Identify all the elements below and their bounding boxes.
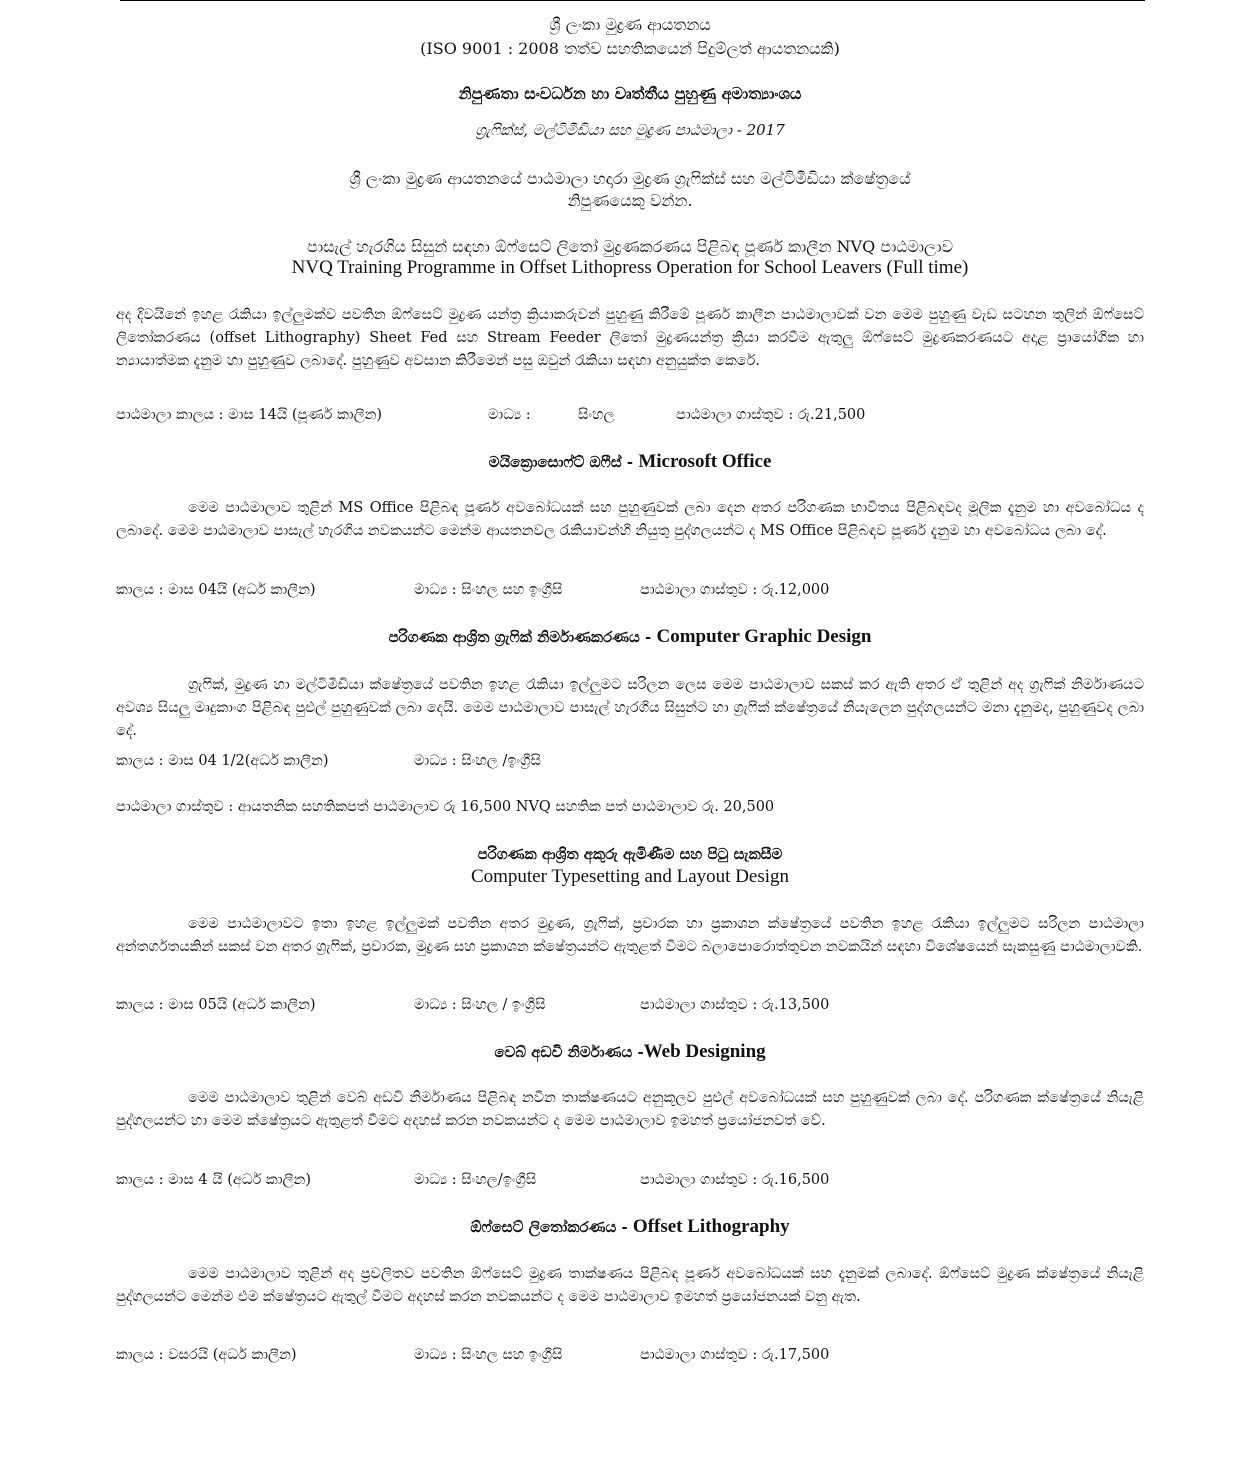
program-year: ග්‍රැෆික්ස්, මල්ටිමීඩියා සහ මුද්‍රණ පාඨමාලා - 2017 (475, 121, 785, 139)
typesetting-title-en: Computer Typesetting and Layout Design (470, 866, 790, 887)
offset-litho-title-si: ඕෆ්සෙට් ලිතෝකරණය - (470, 1218, 628, 1236)
top-rule (120, 0, 1145, 1)
web-design-fee: පාඨමාලා ගාස්තුව : රු.16,500 (640, 1172, 830, 1188)
institute-name: ශ්‍රී ලංකා මුද්‍රණ ආයතනය (549, 15, 711, 34)
offset-litho-fee: පාඨමාලා ගාස්තුව : රු.17,500 (640, 1347, 830, 1363)
web-design-title-en: Web Designing (643, 1041, 766, 1062)
web-design-medium: මාධ්‍ය : සිංහල/ඉංග්‍රීසි (414, 1172, 537, 1188)
offset-litho-medium: මාධ්‍ය : සිංහල සහ ඉංග්‍රීසි (414, 1347, 563, 1363)
web-design-title (116, 1041, 1144, 1063)
nvq-medium-value: සිංහල (578, 407, 615, 423)
typesetting-description: මෙම පාඨමාලාවට ඉතා ඉහළ ඉල්ලුමක් පවතින අතර මුද්‍රණ, ග්‍රැෆික්, ප්‍රචාරක හා ප්‍රකාශන ක්ෂේත්‍රයේ පවතින ඉහළ රැකියා ඉල්ලුමට සරිලන පාඨමාලා අන්තර්ගතයකින් සකස් වන අතර ග්‍රැෆික්, ප්‍රචාරක, මුද්‍රණ සහ ප්‍රකාශන ක්ෂේත්‍රයන්ට ඇතුළත් වීමට බලාපොරොත්තුවන නවකයින් සඳහා විශේෂයෙන් සැකසුණු පාඨමාලාවකි. (116, 916, 1144, 955)
graphic-design-duration: කාලය : මාස 04 1/2(අර්ධ කාලීන) (116, 753, 329, 769)
iso-line: (ISO 9001 : 2008 තත්ව සහතිකයෙන් පිදුම්ලත් ආයතනයකි) (420, 39, 840, 58)
ms-office-title-si: මයික්‍රොසොෆ්ට් ඔෆීස් - (488, 453, 634, 471)
web-design-title-si: වෙබ් අඩවි නිර්මාණය - (494, 1043, 644, 1061)
offset-litho-duration: කාලය : වසරයි (අර්ධ කාලීන) (116, 1347, 297, 1363)
ms-office-fee: පාඨමාලා ගාස්තුව : රු.12,000 (640, 582, 830, 598)
nvq-description: අද දිවයිනේ ඉහළ රැකියා ඉල්ලුමක්ව පවතින ඕෆ්සෙට් මුද්‍රණ යන්ත්‍ර ක්‍රියාකරුවන් පුහුණු කිරීමේ පූර්ණ කාලීන පාඨමාලාවක් වන මෙම පුහුණු වැඩ සටහන තුලින් ඕෆ්සෙට් ලිතෝකරණය (offset Lithography) Sheet Fed සහ Stream Feeder ලිතෝ මුද්‍රණයන්ත්‍ර ක්‍රියා කරවීම ඇතුලු ඕෆ්සෙට් මුද්‍රණකරණයට අදාළ ප්‍රායෝගික හා න්‍යායාත්මක දැනුම හා පුහුණුව ලබාදේ. පුහුණුව අවසාන කිරීමෙන් පසු ඔවුන් රැකියා සඳහා අනුයුක්ත කෙරේ. (116, 307, 1144, 369)
graphic-design-fee: පාඨමාලා ගාස්තුව : ආයතනික සහතිකපත් පාඨමාලාව රු 16,500 NVQ සහතික පත් පාඨමාලාව රු. 20,500 (116, 799, 775, 815)
typesetting-duration: කාලය : මාස 05යි (අර්ධ කාලීන) (116, 997, 316, 1013)
offset-litho-description: මෙම පාඨමාලාව තුළින් අද ප්‍රචලිතව පවතින ඕෆ්සෙට් මුද්‍රණ තාක්ෂණය පිළිබඳ පූර්ණ අවබෝධයක් සහ දැනුමක් ලබාදේ. ඕෆ්සෙට් මුද්‍රණ ක්ෂේත්‍රයේ නියැළි පුද්ගලයන්ට මෙන්ම එම ක්ෂේත්‍රයට ඇතුල් වීමට අදහස් කරන නවකයන්ට ද මෙම පාඨමාලාව ඉමහත් ප්‍රයෝජනයක් වනු ඇත. (116, 1266, 1144, 1305)
ms-office-description: මෙම පාඨමාලාව තුළින් MS Office පිළිබඳ පූර්ණ අවබෝධයක් සහ පුහුණුවක් ලබා දෙන අතර පරිගණක භාවිතය පිළිබඳවද මූලික දැනුම හා අවබෝධය ද ලබාදේ. මෙම පාඨමාලාව පාසැල් හැරගිය නවකයන්ට මෙන්ම ආයතනවල රැකියාවන්හි නියුතු පුද්ගලයන්ට ද MS Office පිළිබඳව පූර්ණ දැනුම හා අවබෝධය ලබා දේ. (116, 500, 1144, 539)
graphic-design-description: ග්‍රැෆික්, මුද්‍රණ හා මල්ටිමීඩියා ක්ෂේත්‍රයේ පවතින ඉහළ රැකියා ඉල්ලුමට සරිලන ලෙස මෙම පාඨමාලාව සකස් කර ඇති අතර ඒ තුළින් අද ග්‍රැෆික් නිර්මාණයට අවශ්‍ය සියලු මෘදුකාංග පිළිබඳ පුළුල් පුහුණුවක් ලබා දෙයි. මෙම පාඨමාලාව පාසැල් හැරගිය සිසුන්ට හා ග්‍රැෆික් ක්ෂේත්‍රයේ නියැලෙන පුද්ගලයන්ට මනා දැනුමද, පුහුණුවද ලබා දේ. (116, 677, 1144, 739)
web-design-description: මෙම පාඨමාලාව තුළින් වෙබ් අඩවි නිර්මාණය පිළිබඳ නවීන තාක්ෂණයට අනුකූලව පුළුල් අවබෝධයක් සහ පුහුණුවක් ලබා දේ. පරිගණක ක්ෂේත්‍රයේ නියැළි පුද්ගලයන්ට හා මෙම ක්ෂේත්‍රයට ඇතුළත් වීමට අදහස් කරන නවකයන්ට ද මෙම පාඨමාලාව ඉමහත් ප්‍රයෝජනවත් වේ. (116, 1090, 1144, 1129)
nvq-fee: පාඨමාලා ගාස්තුව : රු.21,500 (676, 407, 866, 423)
nvq-title-en: NVQ Training Programme in Offset Lithopress Operation for School Leavers (Full time) (291, 257, 969, 278)
nvq-duration: පාඨමාලා කාලය : මාස 14යි (පූර්ණ කාලීන) (116, 407, 383, 423)
typesetting-title-si: පරිගණක ආශ්‍රිත අකුරු ඇමිණීම සහ පිටු සැකසීම (477, 845, 783, 863)
typesetting-medium: මාධ්‍ය : සිංහල / ඉංග්‍රීසි (414, 997, 546, 1013)
graphic-design-title (116, 626, 1144, 648)
tagline: ශ්‍රී ලංකා මුද්‍රණ ආයතනයේ පාඨමාලා හදාරා මුද්‍රණ ග්‍රැෆික්ස් සහ මල්ටිමීඩියා ක්ෂේත්‍රයේ නිපුණයෙකු වන්න. (349, 169, 911, 210)
nvq-medium-label: මාධ්‍ය : (488, 407, 531, 423)
ms-office-title (116, 451, 1144, 473)
ms-office-title-en: Microsoft Office (638, 451, 772, 472)
graphic-design-title-si: පරිගණක ආශ්‍රිත ග්‍රැෆික් නිර්මාණකරණය - (388, 628, 652, 646)
graphic-design-medium: මාධ්‍ය : සිංහල /ඉංග්‍රීසි (414, 753, 541, 769)
ministry-name: නිපුණතා සංවර්ධන හා වෘත්තීය පුහුණු අමාත්‍යාංශය (458, 84, 802, 103)
web-design-duration: කාලය : මාස 4 යි (අර්ධ කාලීන) (116, 1172, 311, 1188)
ms-office-medium: මාධ්‍ය : සිංහල සහ ඉංග්‍රීසි (414, 582, 563, 598)
ms-office-duration: කාලය : මාස 04යි (අර්ධ කාලීන) (116, 582, 316, 598)
offset-litho-title (116, 1216, 1144, 1238)
offset-litho-title-en: Offset Lithography (632, 1216, 790, 1237)
typesetting-fee: පාඨමාලා ගාස්තුව : රු.13,500 (640, 997, 830, 1013)
graphic-design-title-en: Computer Graphic Design (656, 626, 872, 647)
nvq-title-si: පාසැල් හැරගිය සිසුන් සඳහා ඕෆ්සෙට් ලිතෝ මුද්‍රණකරණය පිළිබඳ පූර්ණ කාලීන NVQ පාඨමාලාව (307, 237, 953, 256)
